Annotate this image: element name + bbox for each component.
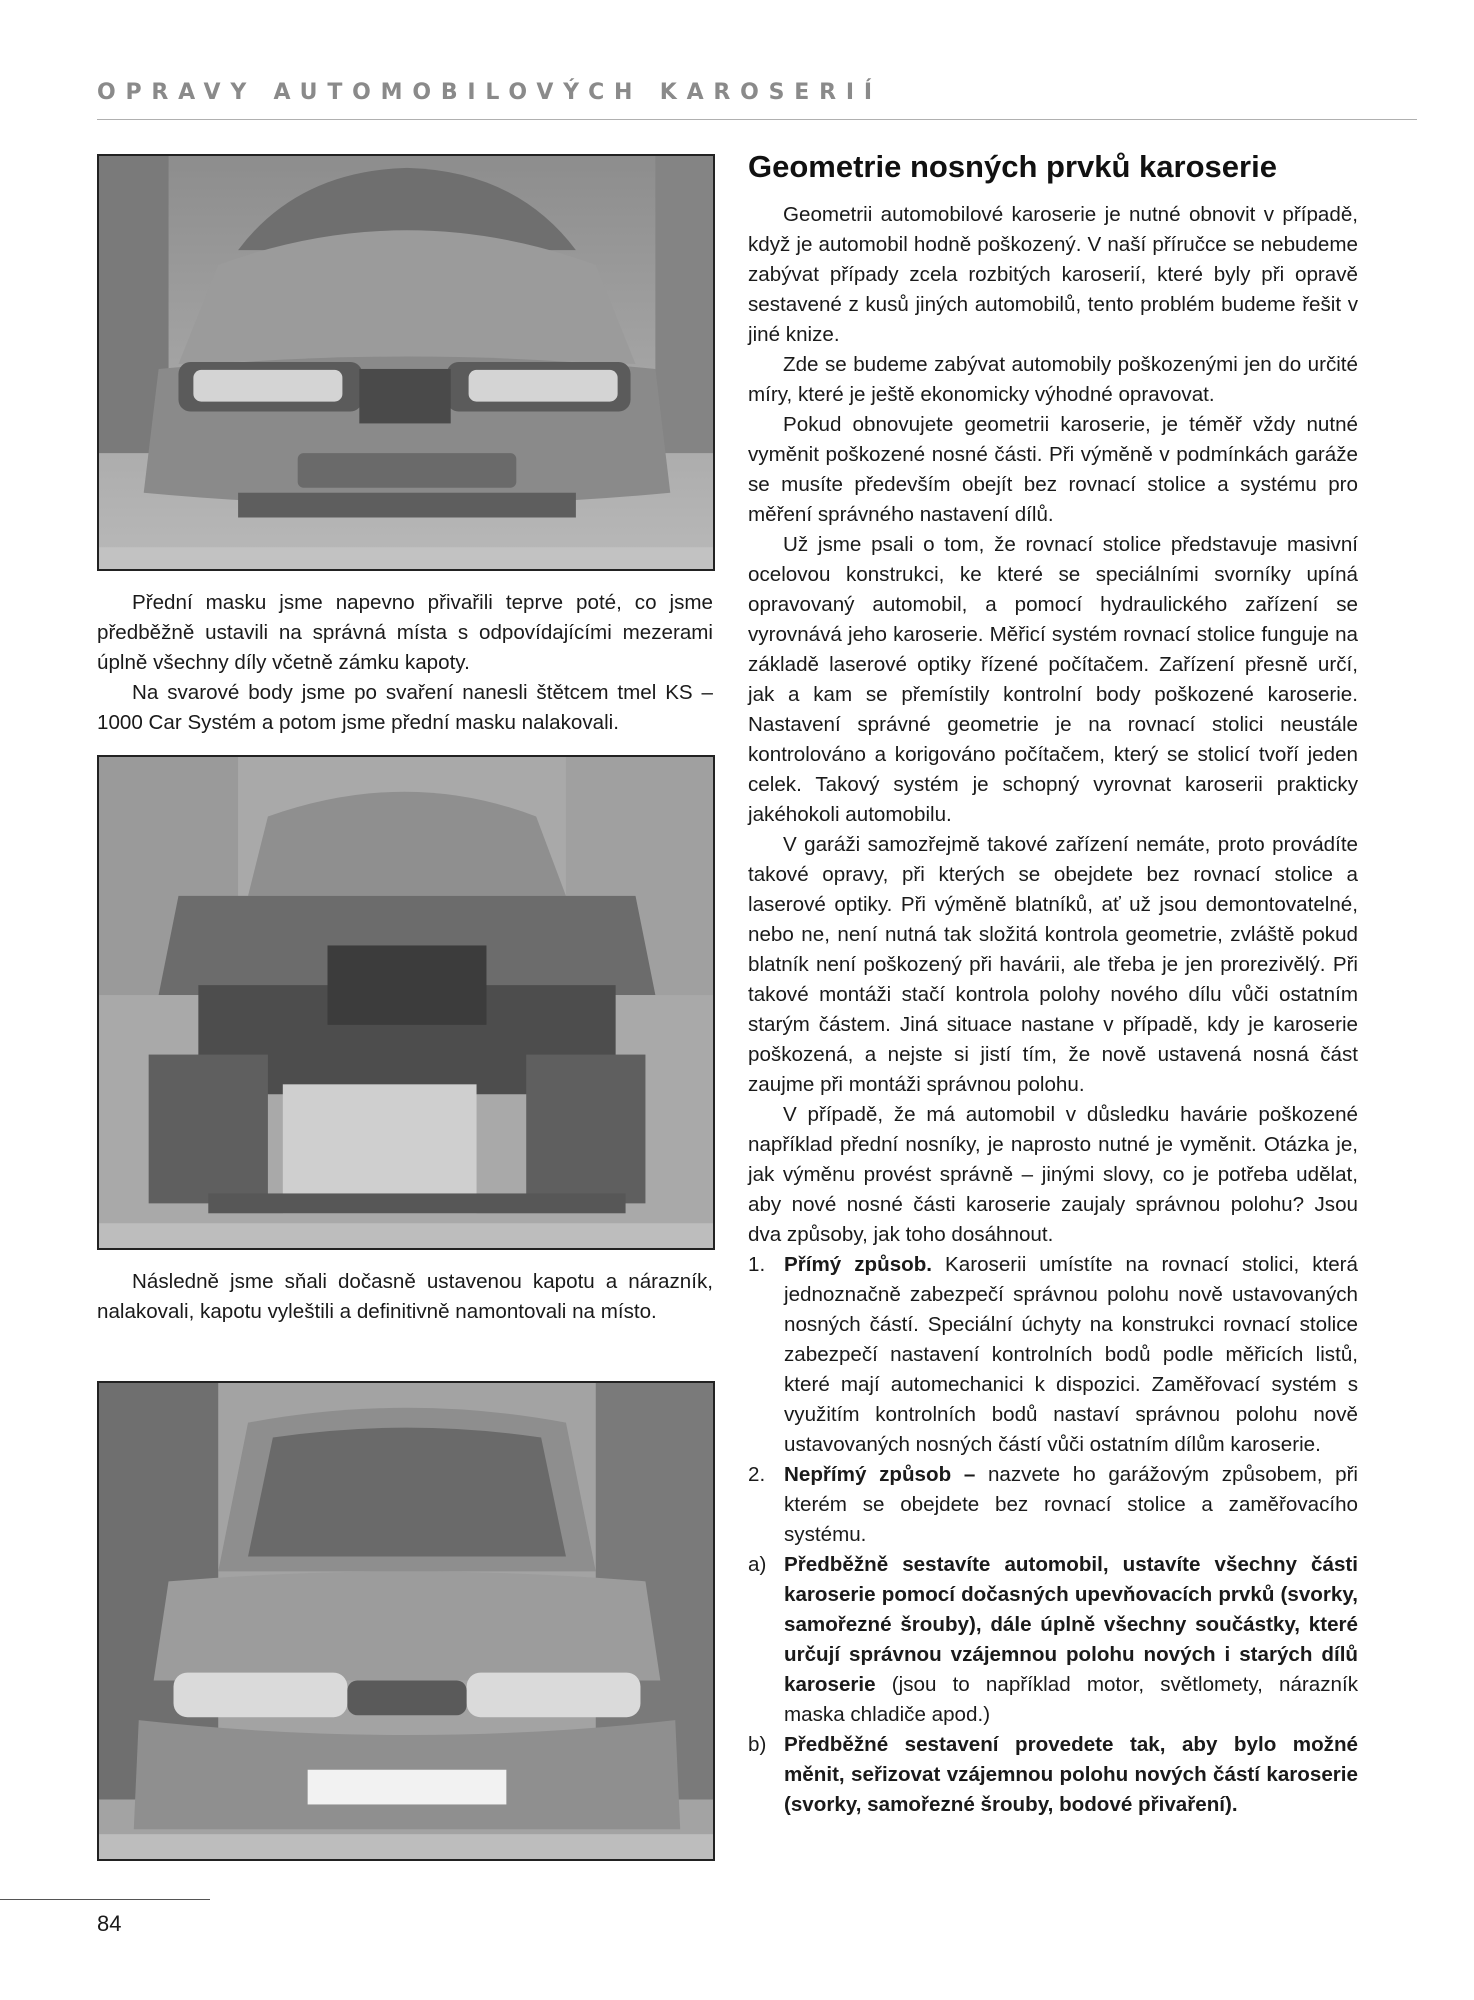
list-item xyxy=(748,1730,1358,1820)
list-marker: 2. xyxy=(748,1463,766,1486)
body-paragraph: Zde se budeme zabývat automobily poškozenými jen do určité míry, které je ještě ekonomicky výhodné opravovat. xyxy=(748,353,1358,406)
section-title: Geometrie nosných prvků karoserie xyxy=(748,149,1277,184)
body-text xyxy=(748,200,1358,1250)
lettered-list xyxy=(748,1550,1358,1820)
page-number: 84 xyxy=(97,1911,122,1936)
photo-finished-car xyxy=(97,1381,715,1861)
list-marker: a) xyxy=(748,1553,767,1576)
caption1-paragraph: Na svarové body jsme po svaření nanesli štětcem tmel KS – 1000 Car Systém a potom jsme přední masku nalakovali. xyxy=(97,681,713,734)
photo2-caption xyxy=(97,1267,713,1327)
running-title: OPRAVY AUTOMOBILOVÝCH KAROSERIÍ xyxy=(97,80,882,105)
list-item-text: nazvete ho garážovým způsobem, při kterém se obejdete bez rovnací stolice a zaměřovacího systému. xyxy=(784,1463,1359,1546)
list-item-text: (jsou to například motor, světlomety, nárazník maska chladiče apod.) xyxy=(784,1673,1358,1726)
list-item xyxy=(748,1460,1358,1550)
body-paragraph: Geometrii automobilové karoserie je nutné obnovit v případě, když je automobil hodně poškozený. V naší příručce se nebudeme zabývat případy zcela rozbitých karoserií, které byly při opravě sestavené z kusů jiných automobilů, tento problém budeme řešit v jiné knize. xyxy=(748,203,1358,346)
list-item-bold: Nepřímý způsob – xyxy=(784,1463,976,1486)
photo-car-front-mask xyxy=(97,154,715,571)
footer-rule xyxy=(0,1899,210,1900)
body-paragraph: Pokud obnovujete geometrii karoserie, je téměř vždy nutné vyměnit poškozené nosné části. Při výměně v podmínkách garáže se musíte především obejít bez rovnací stolice a systému pro měření správného nastavení dílů. xyxy=(748,413,1358,526)
list-item-text: Karoserii umístíte na rovnací stolici, která jednoznačně zabezpečí správnou polohu nově ustavovaných nosných částí. Speciální úchyty na konstrukci rovnací stolice zabezpečí nastavení kontrolních bodů podle měřicích listů, které mají automechanici k dispozici. Zaměřovací systém s využitím kontrolních bodů nastaví správnou polohu nově ustavovaných nosných částí vůči ostatním dílům karoserie. xyxy=(784,1253,1358,1456)
caption1-paragraph: Přední masku jsme napevno přivařili teprve poté, co jsme předběžně ustavili na správná místa s odpovídajícími mezerami úplně všechny díly včetně zámku kapoty. xyxy=(97,591,713,674)
list-item xyxy=(748,1550,1358,1730)
list-item-bold: Předběžné sestavení provedete tak, aby bylo možné měnit, seřizovat vzájemnou polohu nových částí karoserie (svorky, samořezné šrouby, bodové přivaření). xyxy=(784,1733,1358,1816)
numbered-list xyxy=(748,1250,1358,1550)
right-column xyxy=(748,147,1358,1820)
list-marker: b) xyxy=(748,1733,767,1756)
body-paragraph: Už jsme psali o tom, že rovnací stolice představuje masivní ocelovou konstrukci, ke které se speciálními svorníky upíná opravovaný automobil, a pomocí hydraulického zařízení se vyrovnává jeho karoserie. Měřicí systém rovnací stolice funguje na základě laserové optiky řízené počítačem. Zařízení přesně určí, jak a kam se přemístily kontrolní body poškozené karoserie. Nastavení správné geometrie je na rovnací stolici neustále kontrolováno a korigováno počítačem, který se stolicí tvoří jeden celek. Takový systém je schopný vyrovnat karoserii prakticky jakéhokoli automobilu. xyxy=(748,533,1358,826)
list-marker: 1. xyxy=(748,1253,766,1276)
caption2-paragraph: Následně jsme sňali dočasně ustavenou kapotu a nárazník, nalakovali, kapotu vyleštili a definitivně namontovali na místo. xyxy=(97,1270,713,1323)
photo-engine-bay xyxy=(97,755,715,1250)
header-rule xyxy=(97,119,1417,120)
body-paragraph: V garáži samozřejmě takové zařízení nemáte, proto provádíte takové opravy, při kterých se obejdete bez rovnací stolice a laserové optiky. Při výměně blatníků, ať už jsou demontovatelné, nebo ne, není nutná tak složitá kontrola geometrie, zvláště pokud blatník není poškozený při havárii, ale třeba je jen prorezivělý. Při takové montáži stačí kontrola polohy nového dílu vůči ostatním starým částem. Jiná situace nastane v případě, kdy je karoserie poškozená, a nejste si jistí tím, že nově ustavená nosná část zaujme při montáži správnou polohu. xyxy=(748,833,1358,1096)
body-paragraph: V případě, že má automobil v důsledku havárie poškozené například přední nosníky, je naprosto nutné je vyměnit. Otázka je, jak výměnu provést správně – jinými slovy, co je potřeba udělat, aby nové nosné části karoserie zaujaly správnou polohu? Jsou dva způsoby, jak toho dosáhnout. xyxy=(748,1103,1358,1246)
photo1-caption xyxy=(97,588,713,738)
list-item-bold: Přímý způsob. xyxy=(784,1253,933,1276)
list-item-bold: Předběžně sestavíte automobil, ustavíte všechny části karoserie pomocí dočasných upevňovacích prvků (svorky, samořezné šrouby), dále úplně všechny součástky, které určují správnou vzájemnou polohu nových i starých dílů karoserie xyxy=(784,1553,1358,1696)
list-item xyxy=(748,1250,1358,1460)
